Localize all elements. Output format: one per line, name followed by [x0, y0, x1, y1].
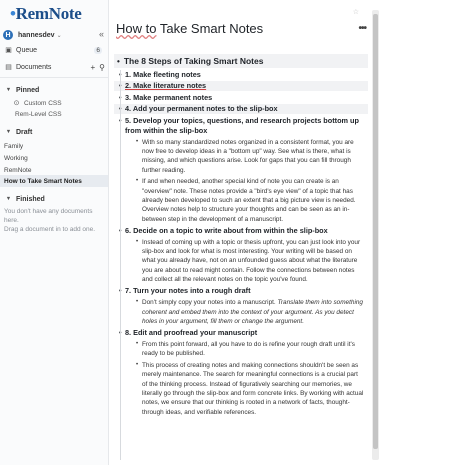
finished-empty-message: You don't have any documents here. Drag a document in to add one. — [4, 208, 96, 233]
step-rem-3[interactable]: 3. Make permanent notes — [114, 93, 368, 103]
document-scrollbar[interactable] — [372, 10, 379, 460]
document-pane — [110, 0, 372, 465]
more-options-icon[interactable]: ••• — [358, 23, 366, 34]
caret-down-icon: ▼ — [5, 87, 12, 93]
draft-section-header[interactable] — [0, 126, 108, 138]
page-title[interactable]: How to Take Smart Notes — [116, 21, 264, 36]
star-icon[interactable]: ☆ — [352, 9, 359, 16]
chevron-down-icon: ⌄ — [56, 32, 62, 39]
step-rem-2[interactable]: 2. Make literature notes — [114, 81, 368, 91]
bullet-icon[interactable]: • — [136, 138, 139, 145]
bullet-icon[interactable]: • — [136, 299, 139, 306]
sidebar-item-documents[interactable] — [0, 61, 108, 73]
scrollbar-thumb[interactable] — [373, 14, 378, 449]
bullet-icon[interactable]: • — [136, 340, 139, 347]
step8-paragraph-2[interactable]: • This process of creating notes and making connections shouldn't be seen as merely maintenance. The search for meaningful connections is a crucial part of the thinking process. Instead of figuratively searching our memories, we literally go through the slip-box and form concrete links. By working with actual notes, we ensure that our thinking is rooted in a network of facts, thought-through ideas, and verifiable references. — [136, 361, 364, 416]
finished-label: Finished — [16, 195, 45, 203]
step-rem-8[interactable]: 8. Edit and proofread your manuscript — [114, 328, 368, 338]
right-blank-area — [379, 0, 474, 465]
step6-paragraph-1[interactable]: • Instead of coming up with a topic or thesis upfront, you can just look into your slip-box and look for what is most interesting. Your writing will be based on what you already have, not on an unfounded guess about what the literature you are about to read might contain. Follow the connections between notes and collect all the relevant notes on the topic you've found. — [136, 238, 361, 284]
draft-item-working[interactable]: Working — [4, 154, 28, 162]
queue-icon: ▣ — [5, 47, 12, 54]
pinned-label: Pinned — [16, 86, 40, 94]
draft-item-remnote[interactable]: RemNote — [4, 166, 32, 174]
queue-label: Queue — [16, 46, 38, 54]
bullet-icon[interactable]: • — [136, 361, 139, 368]
step5-paragraph-2[interactable]: • If and when needed, another special kind of note you can create is an "overview" note. These notes provide a "bird's eye view" of a topic that has already been developed to such an extent that a big picture view is needed. Overview notes help to structure your thoughts and can be seen as an in-between step in the development of a manuscript. — [136, 178, 356, 223]
document-content — [114, 54, 368, 417]
pinned-item-rem-level-css[interactable]: Rem-Level CSS — [15, 110, 62, 118]
indent-guide — [120, 70, 121, 460]
add-document-icon[interactable]: + — [90, 62, 96, 72]
documents-icon: ▤ — [5, 64, 12, 71]
finished-section-header[interactable] — [0, 193, 108, 205]
search-icon[interactable]: ⚲ — [99, 62, 105, 72]
bullet-icon[interactable]: • — [136, 238, 139, 245]
caret-down-icon: ▼ — [5, 196, 12, 202]
bullet-icon[interactable]: • — [117, 56, 120, 66]
caret-down-icon: ▼ — [5, 129, 12, 135]
step-rem-4[interactable]: 4. Add your permanent notes to the slip-box — [114, 104, 368, 114]
sidebar-item-queue[interactable] — [0, 44, 108, 56]
step-rem-5[interactable]: 5. Develop your topics, questions, and research projects bottom up from within the slip-box — [114, 116, 368, 136]
step-rem-6[interactable]: 6. Decide on a topic to write about from within the slip-box — [114, 226, 368, 236]
step-rem-7[interactable]: 7. Turn your notes into a rough draft — [114, 286, 368, 296]
collapse-sidebar-icon[interactable]: « — [98, 29, 104, 39]
sidebar-divider — [0, 77, 108, 78]
remnote-logo[interactable]: •RemNote — [10, 4, 82, 23]
bullet-icon[interactable]: • — [136, 178, 139, 185]
user-avatar: H — [3, 30, 13, 40]
user-name: hannesdev — [18, 31, 55, 39]
draft-item-family[interactable]: Family — [4, 142, 24, 150]
draft-item-how-to-take-smart-notes[interactable]: How to Take Smart Notes — [0, 175, 108, 187]
draft-label: Draft — [16, 128, 33, 136]
step-rem-1[interactable]: 1. Make fleeting notes — [114, 70, 368, 80]
pinned-item-custom-css[interactable]: ⊙ Custom CSS — [13, 99, 62, 107]
user-menu[interactable] — [3, 28, 107, 42]
step8-paragraph-1[interactable]: • From this point forward, all you have to do is refine your rough draft until it's ready to be published. — [136, 340, 355, 358]
sidebar — [0, 0, 109, 465]
document-dot-icon: ⊙ — [13, 100, 20, 107]
step7-paragraph-1[interactable]: • Don't simply copy your notes into a manuscript. Translate them into something coherent and embed them into the context of your argument. As you detect holes in your argument, fill them or change the argument. — [136, 299, 363, 325]
step5-paragraph-1[interactable]: • With so many standardized notes organized in a consistent format, you are now free to develop ideas in a "bottom up" way. See what is there, what is missing, and which questions arise. Look for gaps that you can fill through further reading. — [136, 138, 354, 174]
documents-label: Documents — [16, 63, 52, 71]
heading-rem[interactable]: • The 8 Steps of Taking Smart Notes — [114, 54, 368, 68]
queue-count-badge: 6 — [96, 46, 100, 54]
pinned-section-header[interactable] — [0, 84, 108, 96]
